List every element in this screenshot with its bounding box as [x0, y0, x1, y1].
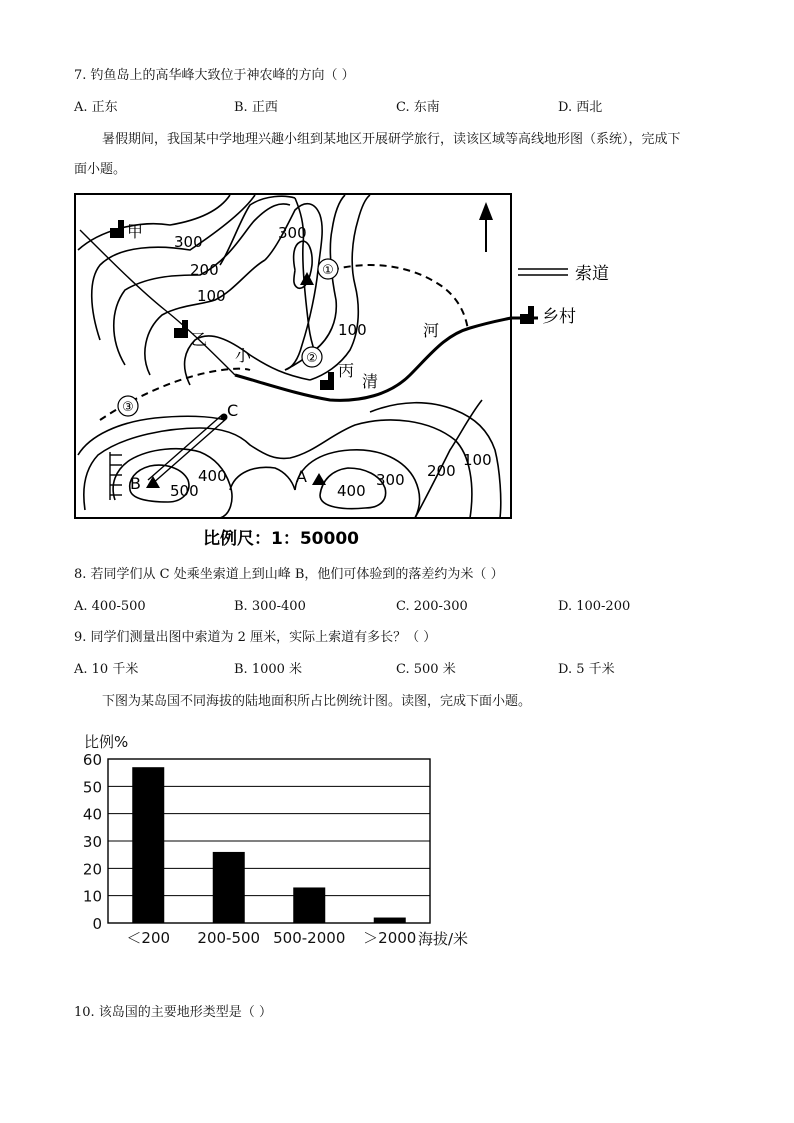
q7-stem: 7. 钓鱼岛上的高华峰大致位于神农峰的方向（ ） — [74, 68, 355, 83]
bar-1 — [213, 852, 245, 923]
label-xiao: 小 — [235, 346, 252, 365]
q9-option-c: C. 500 米 — [396, 662, 456, 677]
map-scale: 比例尺：1：50000 — [203, 529, 359, 549]
q8-stem: 8. 若同学们从 C 处乘坐索道上到山峰 B，他们可体验到的落差约为米（ ） — [74, 567, 504, 582]
marker-3-label: ③ — [122, 400, 134, 415]
peak-a-icon — [312, 473, 326, 485]
q8-option-b: B. 300-400 — [234, 599, 306, 614]
x-tick-label-1: 200-500 — [197, 929, 261, 947]
y-tick-label-2: 20 — [82, 860, 102, 879]
elevation-bar-chart — [80, 728, 480, 953]
legend-village-icon — [520, 306, 534, 324]
label-jia: 甲 — [127, 222, 144, 241]
q7-option-a: A. 正东 — [74, 100, 118, 115]
contour-300-c: 300 — [376, 471, 405, 489]
legend-village-label: 乡村 — [542, 307, 576, 327]
q7-option-d: D. 西北 — [558, 100, 603, 115]
q10-stem: 10. 该岛国的主要地形类型是（ ） — [74, 1005, 272, 1020]
marker-1-label: ① — [322, 263, 334, 278]
q9-option-a: A. 10 千米 — [74, 662, 139, 677]
label-b: B — [130, 474, 141, 493]
peak-north-icon — [300, 272, 314, 285]
y-tick-label-3: 30 — [82, 833, 102, 851]
q8-option-a: A. 400-500 — [74, 599, 146, 614]
bar-0 — [132, 767, 164, 923]
q7-option-b: B. 正西 — [234, 100, 278, 115]
intro1-line2: 面小题。 — [74, 162, 127, 177]
bar-3 — [374, 918, 406, 923]
village-jia-icon — [110, 220, 124, 238]
marker-2-label: ② — [306, 351, 318, 366]
q9-option-b: B. 1000 米 — [234, 662, 303, 677]
legend-cableway-label: 索道 — [575, 264, 609, 284]
north-arrow-head-icon — [479, 202, 493, 220]
label-c: C — [227, 401, 239, 420]
q7-option-c: C. 东南 — [396, 100, 440, 115]
label-qing: 清 — [362, 372, 379, 391]
x-axis-label: 海拔/米 — [418, 930, 469, 948]
contour-200-a: 200 — [190, 261, 219, 279]
x-tick-label-2: 500-2000 — [273, 929, 346, 947]
q8-option-c: C. 200-300 — [396, 599, 468, 614]
y-tick-label-1: 10 — [82, 887, 102, 906]
y-axis-label: 比例% — [84, 733, 129, 751]
label-bing: 丙 — [338, 361, 355, 380]
x-tick-label-3: ＞2000 — [363, 929, 417, 947]
contour-500: 500 — [170, 482, 199, 500]
contour-200-b: 200 — [427, 462, 456, 480]
contour-100-a: 100 — [197, 287, 226, 305]
bar-2 — [293, 887, 325, 923]
x-tick-label-0: ＜200 — [126, 929, 171, 947]
y-tick-label-4: 40 — [82, 805, 102, 824]
peak-b-icon — [146, 476, 160, 488]
intro1-line1: 暑假期间，我国某中学地理兴趣小组到某地区开展研学旅行，读该区域等高线地形图（系统），完成下 — [102, 132, 681, 147]
label-he: 河 — [423, 321, 440, 340]
q9-stem: 9. 同学们测量出图中索道为 2 厘米，实际上索道有多长？（ ） — [74, 630, 437, 645]
label-a: A — [296, 467, 307, 486]
contour-map — [70, 190, 630, 550]
y-tick-label-0: 0 — [92, 915, 102, 933]
q9-option-d: D. 5 千米 — [558, 662, 615, 677]
contour-300-b: 300 — [278, 224, 307, 242]
y-tick-label-5: 50 — [82, 778, 102, 797]
contour-400-b: 400 — [337, 482, 366, 500]
y-tick-label-6: 60 — [82, 751, 102, 769]
intro2: 下图为某岛国不同海拔的陆地面积所占比例统计图。读图，完成下面小题。 — [102, 694, 532, 709]
q8-option-d: D. 100-200 — [558, 599, 631, 614]
label-yi: 乙 — [191, 330, 208, 349]
contour-300-a: 300 — [174, 233, 203, 251]
contour-400-a: 400 — [198, 467, 227, 485]
contour-100-b: 100 — [338, 321, 367, 339]
river — [235, 318, 538, 400]
contour-100-c: 100 — [463, 451, 492, 469]
